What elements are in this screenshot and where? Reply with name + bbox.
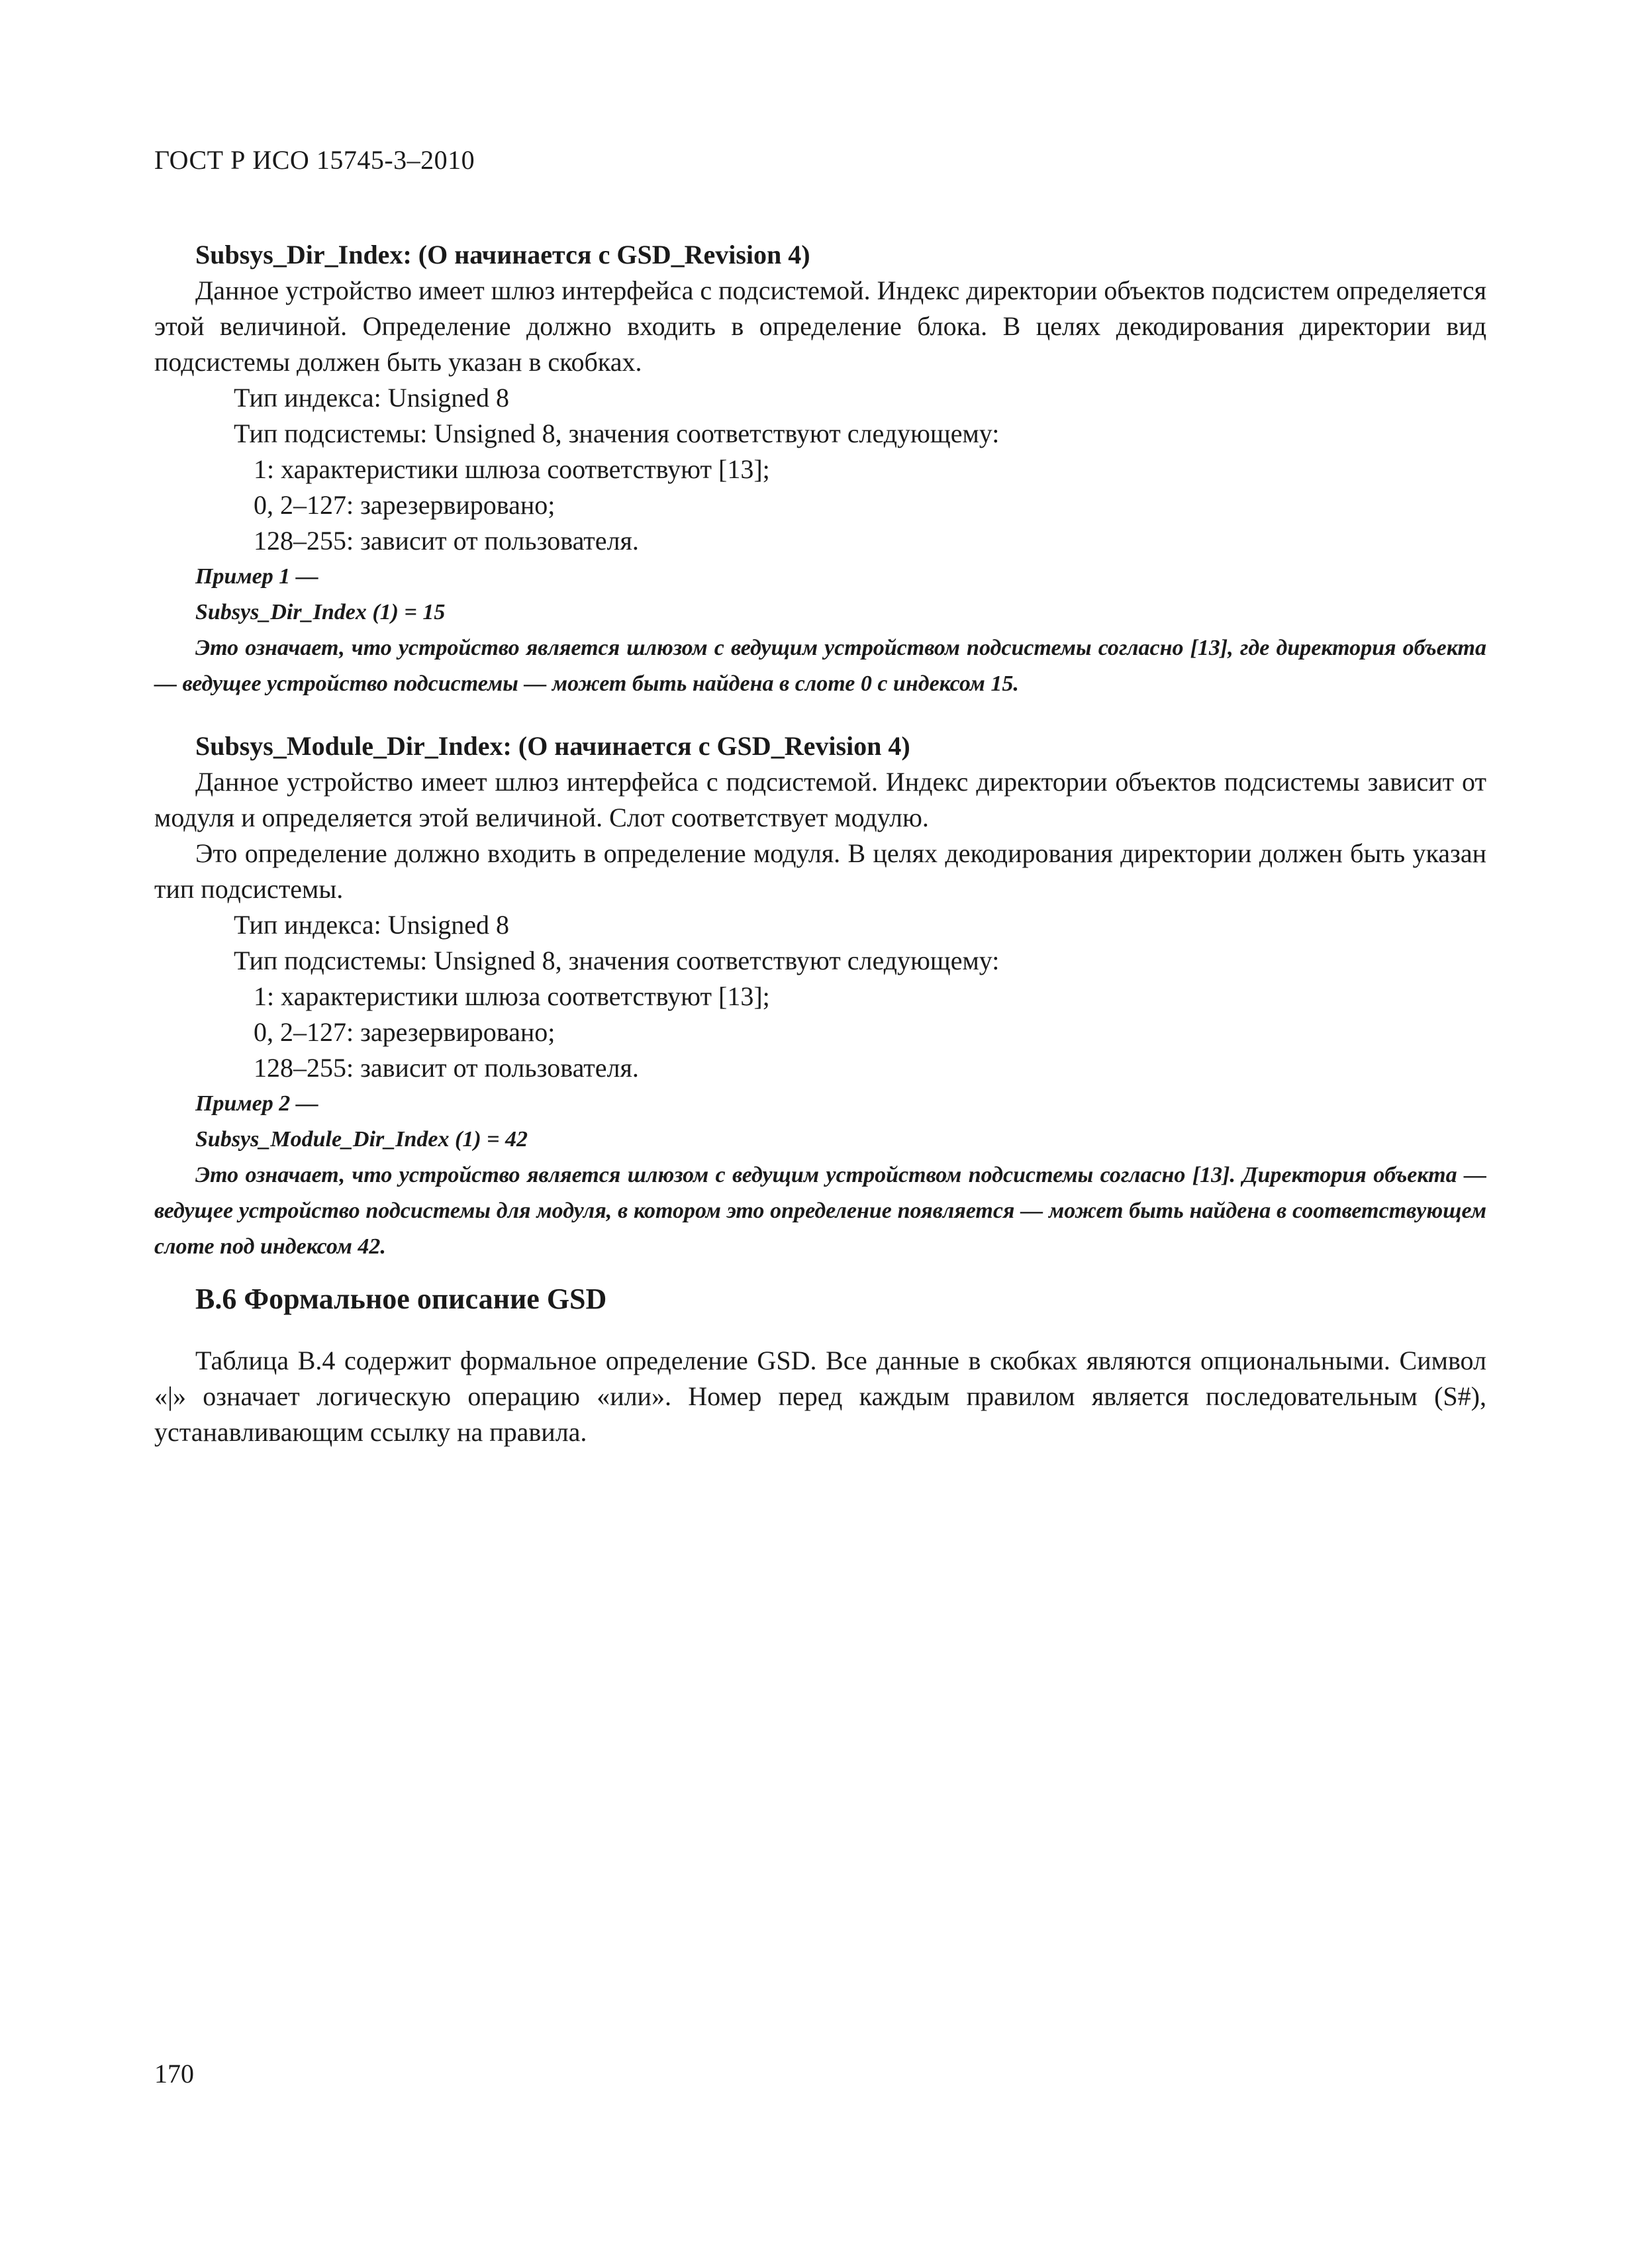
example-code: Subsys_Module_Dir_Index (1) = 42 bbox=[195, 1127, 528, 1152]
paragraph: Это определение должно входить в определение модуля. В целях декодирования директории должен быть указан тип подсистемы. bbox=[154, 838, 1486, 904]
example-text: Это означает, что устройство является шлюзом с ведущим устройством подсистемы согласно [13]. Директория объекта — ведущее устройство подсистемы для модуля, в котором это определение появляется — может быть найдена в соответствующем слоте под индексом 42. bbox=[154, 1163, 1486, 1259]
page-content bbox=[154, 237, 1486, 1450]
example-code: Subsys_Dir_Index (1) = 15 bbox=[195, 600, 446, 624]
value-item: 128–255: зависит от пользователя. bbox=[254, 1053, 639, 1083]
paragraph: Данное устройство имеет шлюз интерфейса с подсистемой. Индекс директории объектов подсистемы зависит от модуля и определяется этой величиной. Слот соответствует модулю. bbox=[154, 767, 1486, 832]
section-subsys-module-dir-index-title: Subsys_Module_Dir_Index: (О начинается с GSD_Revision 4) bbox=[195, 731, 910, 761]
value-item: 1: характеристики шлюза соответствуют [13]; bbox=[254, 981, 770, 1011]
document-header: ГОСТ Р ИСО 15745-3–2010 bbox=[154, 145, 475, 175]
value-item: 0, 2–127: зарезервировано; bbox=[254, 1017, 555, 1047]
subsystem-type-line: Тип подсистемы: Unsigned 8, значения соответствуют следующему: bbox=[234, 419, 1000, 448]
value-item: 0, 2–127: зарезервировано; bbox=[254, 490, 555, 520]
paragraph: Таблица B.4 содержит формальное определение GSD. Все данные в скобках являются опциональными. Символ «|» означает логическую операцию «или». Номер перед каждым правилом является последовательным (S#), устанавливающим ссылку на правила. bbox=[154, 1346, 1486, 1447]
paragraph: Данное устройство имеет шлюз интерфейса с подсистемой. Индекс директории объектов подсистем определяется этой величиной. Определение должно входить в определение блока. В целях декодирования директории вид подсистемы должен быть указан в скобках. bbox=[154, 275, 1486, 377]
example-label: Пример 2 — bbox=[195, 1091, 318, 1116]
example-label: Пример 1 — bbox=[195, 564, 318, 589]
value-item: 128–255: зависит от пользователя. bbox=[254, 526, 639, 556]
page-number: 170 bbox=[154, 2059, 194, 2089]
index-type-line: Тип индекса: Unsigned 8 bbox=[234, 383, 510, 413]
index-type-line: Тип индекса: Unsigned 8 bbox=[234, 910, 510, 940]
example-text: Это означает, что устройство является шлюзом с ведущим устройством подсистемы согласно [13], где директория объекта — ведущее устройство подсистемы — может быть найдена в слоте 0 с индексом 15. bbox=[154, 636, 1486, 696]
section-subsys-dir-index-title: Subsys_Dir_Index: (О начинается с GSD_Revision 4) bbox=[195, 240, 810, 270]
subsystem-type-line: Тип подсистемы: Unsigned 8, значения соответствуют следующему: bbox=[234, 946, 1000, 975]
value-item: 1: характеристики шлюза соответствуют [13]; bbox=[254, 454, 770, 484]
section-heading-b6: B.6 Формальное описание GSD bbox=[195, 1283, 607, 1315]
